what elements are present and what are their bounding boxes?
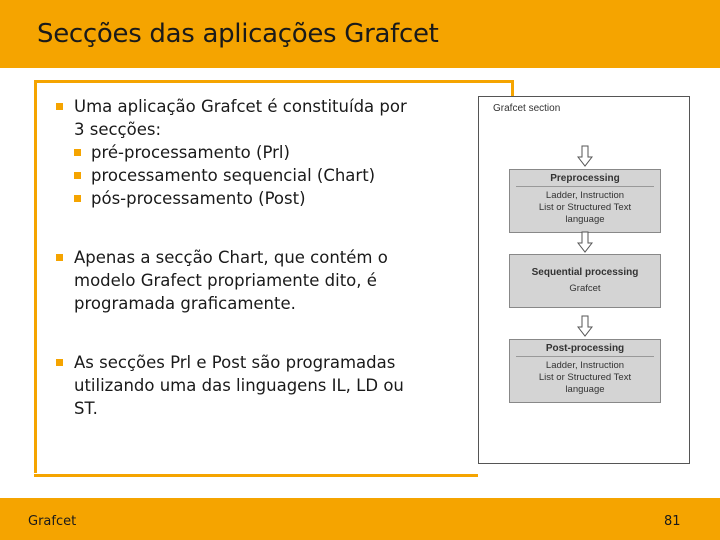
bullet-square-icon (56, 103, 63, 110)
arrow-down-icon (577, 315, 593, 337)
bullet-text-line: Apenas a secção Chart, que contém o (74, 248, 388, 267)
preprocessing-box (509, 169, 661, 233)
box-title: Preprocessing (516, 170, 654, 187)
figure-caption: Grafcet section (493, 103, 561, 114)
bullet-item (56, 246, 476, 315)
bullet-square-icon (74, 195, 81, 202)
page-number: 81 (664, 514, 681, 529)
box-title: Sequential processing (531, 267, 639, 278)
grafcet-section-diagram (478, 96, 690, 464)
bullet-item (56, 95, 476, 141)
box-line: language (565, 214, 605, 225)
box-line: Ladder, Instruction (545, 360, 625, 371)
bullet-text-line: ST. (74, 399, 98, 418)
box-line: Ladder, Instruction (545, 190, 625, 201)
sub-bullet-text: processamento sequencial (Chart) (91, 166, 376, 185)
post-processing-box (509, 339, 661, 403)
sub-bullet-text: pós-processamento (Post) (91, 189, 306, 208)
arrow-down-icon (577, 231, 593, 253)
page-title: Secções das aplicações Grafcet (37, 19, 439, 49)
footer-label: Grafcet (28, 514, 77, 529)
sub-bullet-item (56, 141, 476, 164)
bullet-text-line: 3 secções: (74, 120, 162, 139)
box-line: List or Structured Text (538, 202, 632, 213)
bullet-square-icon (56, 359, 63, 366)
footer-bar (0, 498, 720, 540)
frame-bottom-edge (34, 474, 478, 477)
bullet-text-line: utilizando uma das linguagens IL, LD ou (74, 376, 404, 395)
bullet-square-icon (56, 254, 63, 261)
box-line: Grafcet (569, 283, 601, 294)
bullet-text-line: modelo Grafect propriamente dito, é (74, 271, 377, 290)
arrow-down-icon (577, 145, 593, 167)
bullet-list (56, 95, 476, 420)
bullet-text-line: Uma aplicação Grafcet é constituída por (74, 97, 407, 116)
box-line: List or Structured Text (538, 372, 632, 383)
bullet-item (56, 351, 476, 420)
bullet-text-line: programada graficamente. (74, 294, 296, 313)
sub-bullet-item (56, 187, 476, 210)
bullet-text-line: As secções Prl e Post são programadas (74, 353, 396, 372)
box-title: Post-processing (516, 340, 654, 357)
sub-bullet-text: pré-processamento (Prl) (91, 143, 290, 162)
sub-bullet-item (56, 164, 476, 187)
sequential-processing-box (509, 254, 661, 308)
box-line: language (565, 384, 605, 395)
bullet-square-icon (74, 149, 81, 156)
bullet-square-icon (74, 172, 81, 179)
